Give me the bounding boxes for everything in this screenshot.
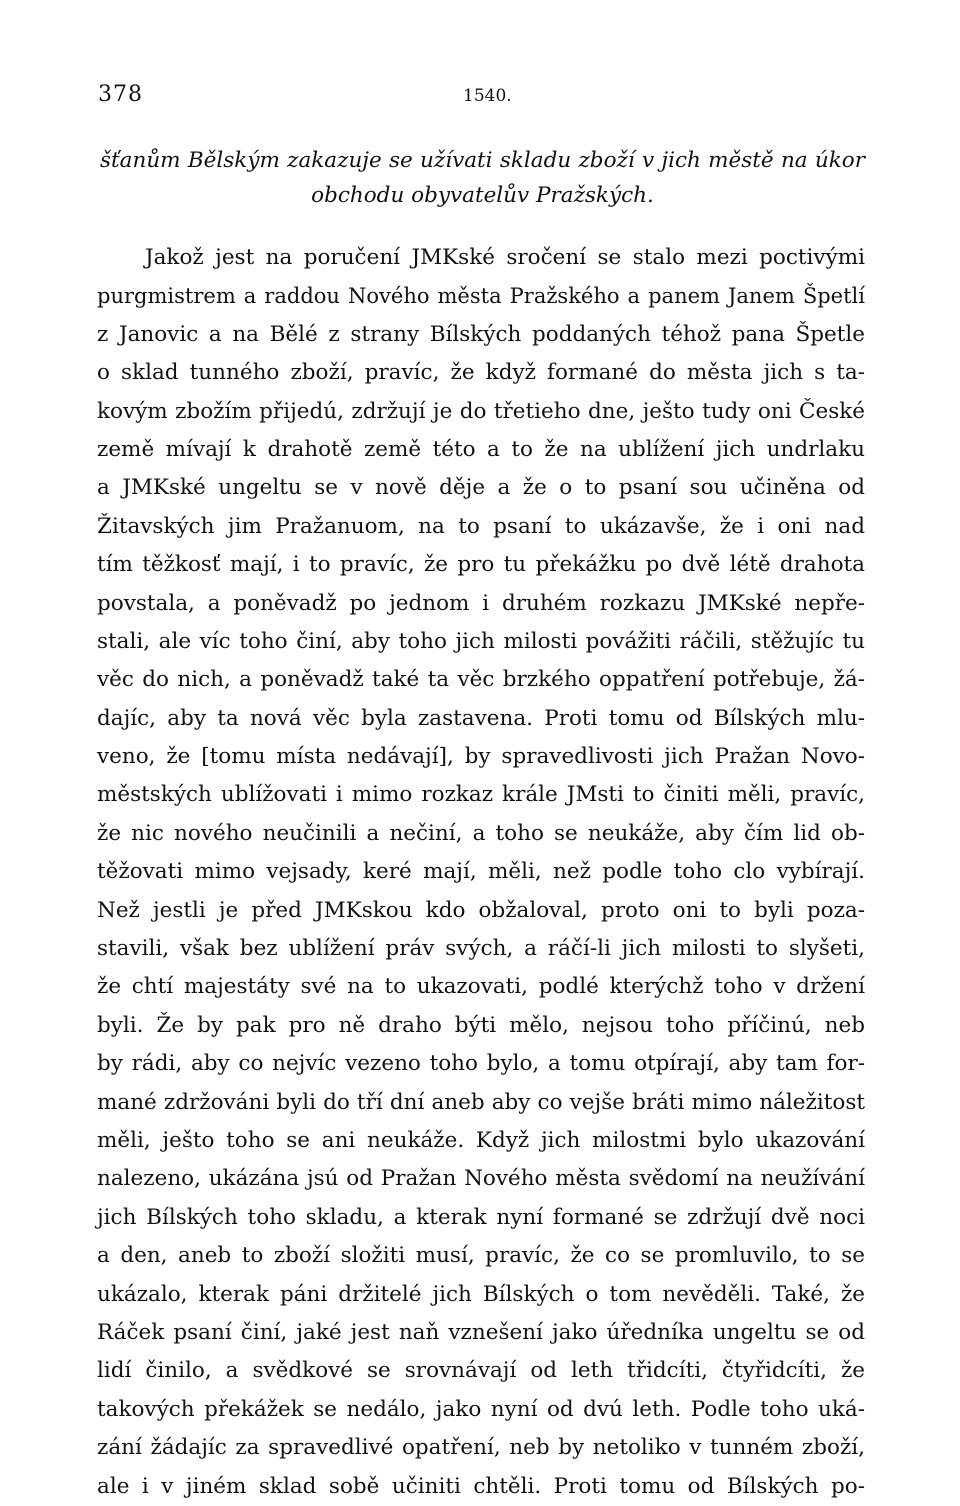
text-line: ale i v jiném sklad sobě učiniti chtěli. Proti tomu od Bílských po- [97,1473,865,1499]
section-heading [100,143,865,213]
text-line: z Janovic a na Bělé z strany Bílských poddaných téhož pana Špetle [97,321,865,347]
text-line: věc do nich, a poněvadž také ta věc brzkého oppatření potřebuje, žá- [97,667,865,693]
text-line: městských ublížovati i mimo rozkaz krále JMsti to činiti měli, pravíc, [97,782,865,808]
text-line: a den, aneb to zboží složiti musí, pravíc, že co se promluvilo, to se [97,1243,865,1269]
text-line: byli. Že by pak pro ně draho býti mělo, nejsou toho příčinú, neb [97,1012,865,1038]
text-line: lidí činilo, a svědkové se srovnávají od leth třidcíti, čtyřidcíti, že [97,1358,865,1384]
text-line: povstala, a poněvadž po jednom i druhém rozkazu JMKské nepře- [97,590,865,616]
text-line: nalezeno, ukázána jsú od Pražan Nového města svědomí na neužívání [97,1166,865,1192]
text-line: zání žádajíc za spravedlivé opatření, neb by netoliko v tunném zboží, [97,1435,865,1461]
text-line: purgmistrem a raddou Nového města Pražského a panem Janem Špetlí [97,283,865,309]
text-line: že nic nového neučinili a nečiní, a toho se neukáže, aby čím lid ob- [97,820,865,846]
text-line: takových překážek se nedálo, jako nyní od dvú leth. Podle toho uká- [97,1396,865,1422]
heading-line: šťanům Bělským zakazuje se užívati skladu zboží v jich městě na úkor [100,148,865,173]
text-line: veno, že [tomu místa nedávají], by spravedlivosti jich Pražan Novo- [97,744,865,770]
text-line: mané zdržováni byli do tří dní aneb aby co vejše bráti mimo náležitost [97,1089,865,1115]
text-line: že chtí majestáty své na to ukazovati, podlé kterýchž toho v držení [97,974,865,1000]
text-line: tím těžkosť mají, i to pravíc, že pro tu překážku po dvě létě drahota [97,552,865,578]
text-line: a JMKské ungeltu se v nově děje a že o to psaní sou učiněna od [97,475,865,501]
text-line: Jakož jest na poručení JMKské sročení se stalo mezi poctivými [145,245,865,270]
text-line: Ráček psaní činí, jaké jest naň vznešení jako úředníka ungeltu se od [97,1319,865,1345]
page-number: 378 [98,82,143,107]
text-line: Žitavských jim Pražanuom, na to psaní to ukázavše, že i oni nad [97,513,865,539]
text-line: o sklad tunného zboží, pravíc, že když formané do města jich s ta- [97,360,865,386]
heading-line: obchodu obyvatelův Pražských. [311,183,654,208]
text-line: jich Bílských toho skladu, a kterak nyní formané se zdržují dvě noci [97,1204,865,1230]
text-line: kovým zbožím přijedú, zdržují je do třetieho dne, ješto tudy oni České [97,398,865,424]
text-line: by rádi, aby co nejvíc vezeno toho bylo, a tomu otpírají, aby tam for- [97,1051,865,1077]
text-line: měli, ješto toho se ani neukáže. Když jich milostmi bylo ukazování [97,1127,865,1153]
text-line: dajíc, aby ta nová věc byla zastavena. Proti tomu od Bílských mlu- [97,705,865,731]
text-line: Než jestli je před JMKskou kdo obžaloval, proto oni to byli poza- [97,897,865,923]
text-line: stali, ale víc toho činí, aby toho jich milosti povážiti ráčili, stěžujíc tu [97,628,865,654]
body-paragraph [97,239,865,1506]
text-line: těžovati mimo vejsady, keré mají, měli, než podle toho clo vybírají. [97,859,865,885]
running-head-year: 1540. [463,86,512,106]
text-line: ukázalo, kterak páni držitelé jich Bílských o tom nevěděli. Také, že [97,1281,865,1307]
text-line: stavili, však bez ublížení práv svých, a ráčí-li jich milosti to slyšeti, [97,936,865,962]
text-line: země mívají k drahotě země této a to že na ublížení jich undrlaku [97,436,865,462]
